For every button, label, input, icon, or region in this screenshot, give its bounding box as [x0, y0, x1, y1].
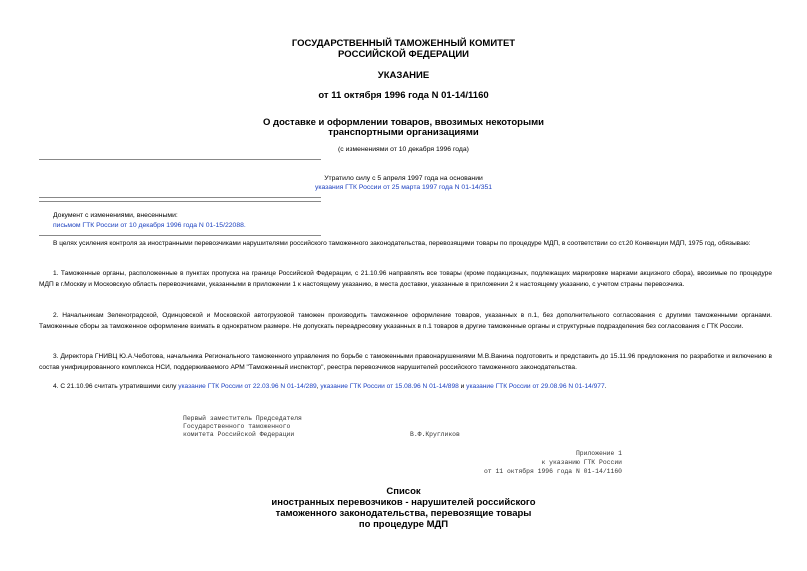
divider [39, 201, 321, 202]
org-name-line1: ГОСУДАРСТВЕННЫЙ ТАМОЖЕННЫЙ КОМИТЕТ [291, 38, 516, 49]
appendix-line3: от 11 октября 1996 года N 01-14/1160 [483, 468, 622, 475]
paragraph-4 [39, 382, 772, 393]
divider [39, 235, 321, 236]
p4-link-3[interactable]: указание ГТК России от 29.08.96 N 01-14/977 [466, 383, 605, 390]
divider [39, 159, 321, 160]
doc-type: УКАЗАНИЕ [377, 70, 430, 81]
p4-link-1[interactable]: указание ГТК России от 22.03.96 N 01-14/289 [178, 383, 317, 390]
status-line: Утратило силу с 5 апреля 1997 года на основании [324, 175, 483, 182]
signature-line3: комитета Российской Федерации [183, 431, 295, 438]
p4-link-2[interactable]: указание ГТК России от 15.08.96 N 01-14/898 [320, 383, 459, 390]
list-title-line4: по процедуре МДП [358, 519, 449, 530]
paragraph-intro: В целях усиления контроля за иностранными перевозчиками нарушителями российского таможенного законодательства, перевозящими товары по процедуре МДП, в соответствии со ст.20 Конвенции МДП, 1975 год, обязываю: [53, 240, 751, 247]
list-title-line2: иностранных перевозчиков - нарушителей российского [271, 497, 536, 508]
list-title-line1: Список [386, 486, 421, 497]
changes-note: (с изменениями от 10 декабря 1996 года) [338, 146, 469, 153]
doc-title-line2: транспортными организациями [328, 127, 479, 138]
p4-end: . [604, 383, 607, 390]
paragraph-2: 2. Начальникам Зеленоградской, Одинцовской и Московской автогрузовой таможен производить таможенное оформление товаров, указанных в п.1, без дополнительного согласования с другими таможенными органами. Таможенные сборы за таможенное оформление взимать в однократном размере. Не допускать переадресовку указанных в п.1 товаров в другие таможенные органы и структурные подразделения без согласования с ГТК России. [39, 312, 772, 330]
p4-separator: , [316, 383, 319, 390]
p4-and: и [460, 383, 465, 390]
amendment-label: Документ с изменениями, внесенными: [53, 212, 178, 219]
signature-name: В.Ф.Кругликов [410, 431, 460, 438]
appendix-line1: Приложение 1 [575, 450, 622, 457]
signature-line2: Государственного таможенного [183, 423, 291, 430]
amendment-link[interactable]: письмом ГТК России от 10 декабря 1996 года N 01-15/22088. [53, 222, 246, 229]
divider [39, 197, 321, 198]
signature-line1: Первый заместитель Председателя [183, 415, 302, 422]
status-link[interactable]: указания ГТК России от 25 марта 1997 года N 01-14/351 [314, 184, 493, 191]
org-name-line2: РОССИЙСКОЙ ФЕДЕРАЦИИ [337, 49, 469, 60]
paragraph-1: 1. Таможенные органы, расположенные в пунктах пропуска на границе Российской Федерации, с 21.10.96 направлять все товары (кроме подакцизных, подлежащих маркировке марками акцизного сбора), ввозимые по процедуре МДП в г.Москву и Московскую область перевозчиками, указанными в приложении 1 к настоящему указанию, в места доставки, указанные в приложении 2 к настоящему указанию, с учетом страны перевозчика. [39, 270, 772, 288]
doc-title-line1: О доставке и оформлении товаров, ввозимых некоторыми [263, 117, 544, 128]
list-title-line3: таможенного законодательства, перевозящие товары [275, 508, 532, 519]
doc-date: от 11 октября 1996 года N 01-14/1160 [318, 90, 489, 101]
appendix-line2: к указанию ГТК России [541, 459, 622, 466]
paragraph-3: 3. Директора ГНИВЦ Ю.А.Чеботова, начальника Регионального таможенного управления по борьбе с таможенными правонарушениями М.В.Ванина подготовить и представить до 15.11.96 предложения по разработке и включению в состав унифицированного комплекса НСИ, поддерживаемого АРМ "Таможенный инспектор", реестра перевозчиков нарушителей российского таможенного законодательства. [39, 353, 772, 371]
p4-prefix: 4. С 21.10.96 считать утратившими силу [53, 383, 177, 390]
